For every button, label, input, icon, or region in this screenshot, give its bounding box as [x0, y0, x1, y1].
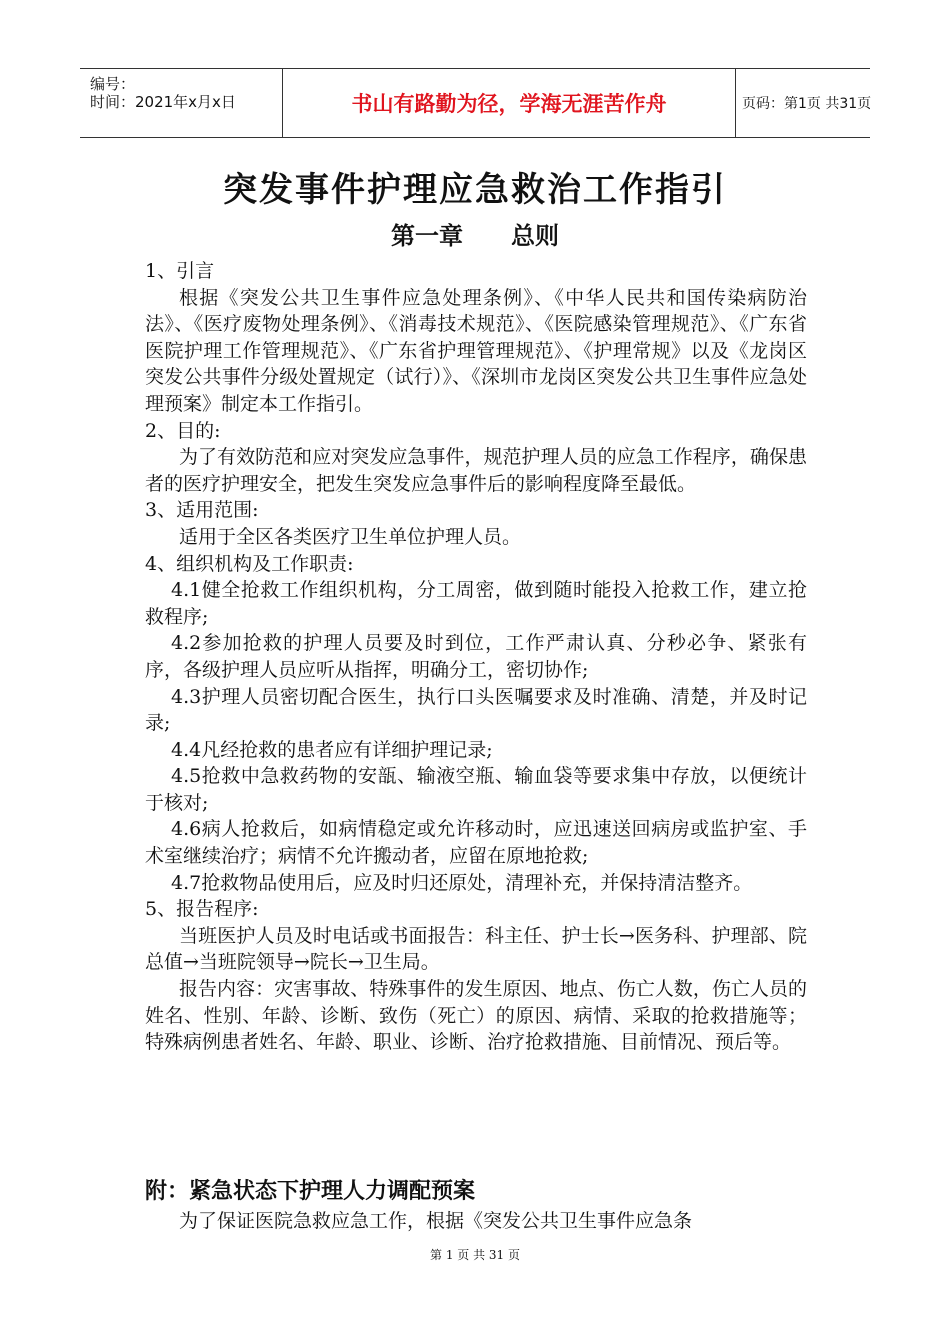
header-table	[80, 68, 870, 138]
body-text	[145, 258, 807, 1056]
section-heading: 2、目的:	[145, 419, 221, 442]
list-item: 4.6病人抢救后，如病情稳定或允许移动时，应迅速送回病房或监护室、手术室继续治疗；病情不允许搬动者，应留在原地抢救;	[145, 818, 807, 868]
paragraph: 报告内容：灾害事故、特殊事件的发生原因、地点、伤亡人数，伤亡人员的姓名、性别、年龄、诊断、致伤（死亡）的原因、病情、采取的抢救措施等；特殊病例患者姓名、年龄、职业、诊断、治疗抢救措施、目前情况、预后等。	[145, 978, 807, 1054]
appendix-text: 为了保证医院急救应急工作，根据《突发公共卫生事件应急条	[179, 1210, 693, 1232]
list-item: 4.2参加抢救的护理人员要及时到位，工作严肃认真、分秒必争、紧张有序，各级护理人员应听从指挥，明确分工，密切协作;	[145, 632, 807, 681]
chapter-name: 总则	[511, 222, 559, 250]
header-meta	[80, 69, 280, 137]
section-heading: 3、适用范围:	[145, 499, 259, 522]
section-heading: 4、组织机构及工作职责:	[145, 552, 354, 575]
paragraph: 当班医护人员及时电话或书面报告：科主任、护士长→医务科、护理部、院总值→当班院领导→院长→卫生局。	[145, 924, 807, 974]
list-item: 4.7抢救物品使用后，应及时归还原处，清理补充，并保持清洁整齐。	[171, 871, 753, 894]
chapter-number: 第一章	[391, 222, 463, 250]
header-page-label: 页码：第1页 共31页	[742, 96, 872, 112]
number-label: 编号：	[90, 75, 136, 93]
list-item: 4.3护理人员密切配合医生，执行口头医嘱要求及时准确、清楚，并及时记录;	[145, 685, 807, 735]
chapter-heading	[0, 216, 950, 251]
list-item: 4.4凡经抢救的患者应有详细护理记录;	[171, 738, 493, 761]
header-motto: 书山有路勤为径，学海无涯苦作舟	[282, 69, 736, 137]
time-label: 时间：2021年x月x日	[90, 93, 236, 111]
paragraph: 适用于全区各类医疗卫生单位护理人员。	[179, 525, 522, 548]
appendix-heading: 附：紧急状态下护理人力调配预案	[145, 1179, 476, 1204]
section-heading: 5、报告程序:	[145, 898, 259, 921]
list-item: 4.1健全抢救工作组织机构，分工周密，做到随时能投入抢救工作，建立抢救程序;	[145, 579, 807, 628]
paragraph: 为了有效防范和应对突发应急事件，规范护理人员的应急工作程序，确保患者的医疗护理安全，把发生突发应急事件后的影响程度降至最低。	[145, 446, 807, 495]
section-heading: 1、引言	[145, 260, 215, 282]
document-title: 突发事件护理应急救治工作指引	[223, 170, 727, 210]
page-footer: 第 1 页 共 31 页	[430, 1248, 520, 1262]
list-item: 4.5抢救中急救药物的安瓿、输液空瓶、输血袋等要求集中存放，以便统计于核对;	[145, 765, 807, 814]
paragraph: 根据《突发公共卫生事件应急处理条例》、《中华人民共和国传染病防治法》、《医疗废物处理条例》、《消毒技术规范》、《医院感染管理规范》、《广东省医院护理工作管理规范》、《广东省护理管理规范》、《护理常规》以及《龙岗区突发公共事件分级处置规定（试行）》、《深圳市龙岗区突发公共卫生事件应急处理预案》制定本工作指引。	[145, 286, 807, 415]
